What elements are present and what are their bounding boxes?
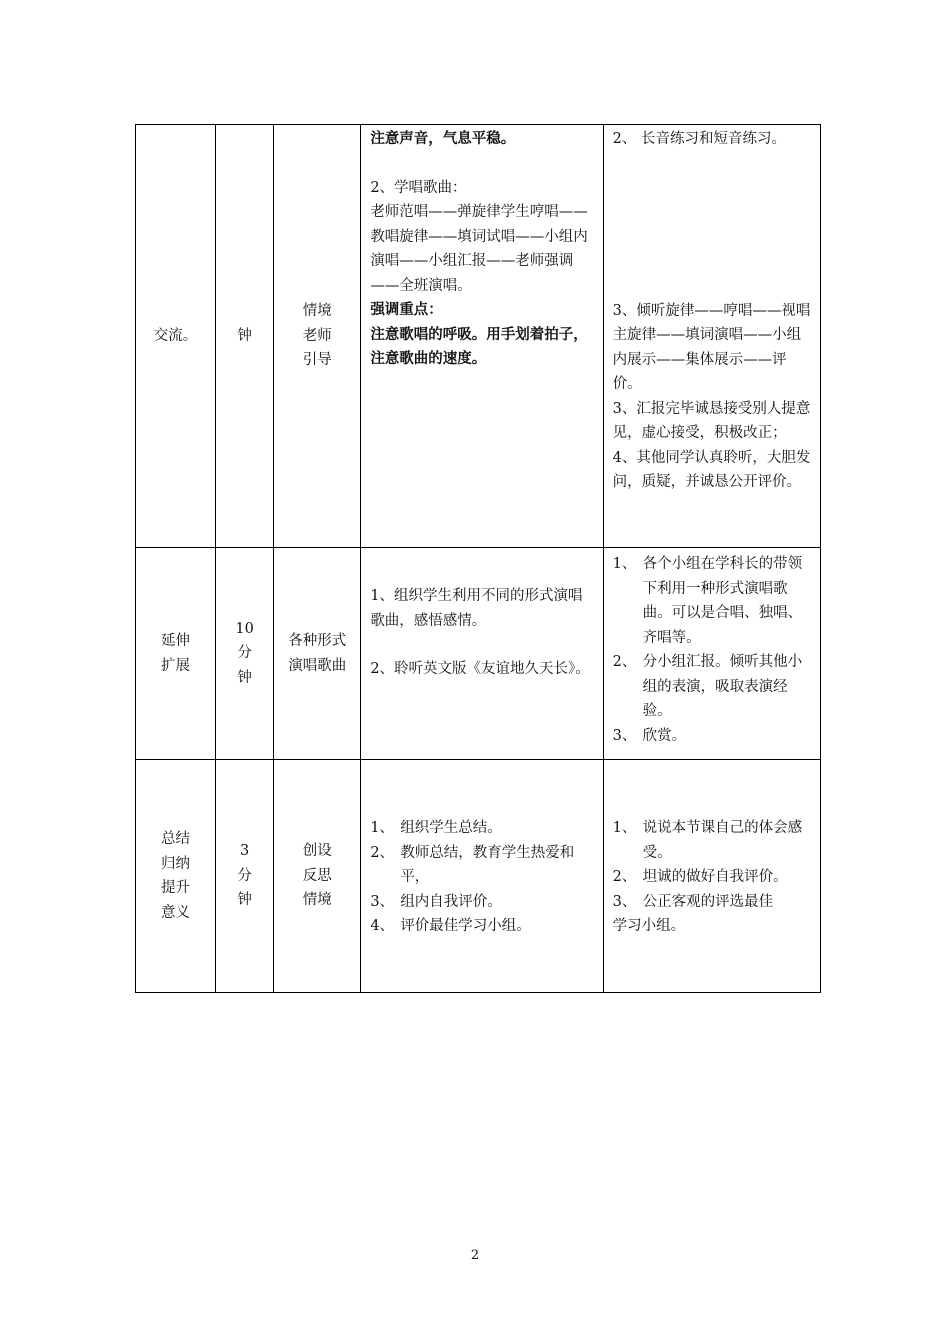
- method-cell: [274, 125, 361, 548]
- list-text: 评价最佳学习小组。: [400, 918, 531, 934]
- method-cell: [274, 548, 361, 760]
- stage-text: 归纳: [161, 855, 191, 872]
- method-text: 演唱歌曲: [288, 657, 347, 674]
- time-text: 钟: [237, 669, 252, 686]
- student-activity-cell: [603, 125, 820, 548]
- time-text: 10: [235, 620, 254, 637]
- teacher-activity-cell: [361, 548, 603, 760]
- stage-cell: [136, 760, 216, 993]
- stage-text: 扩展: [161, 657, 191, 674]
- list-text: 各个小组在学科长的带领下利用一种形式演唱歌曲。可以是合唱、独唱、齐唱等。: [642, 556, 803, 646]
- stage-text: 提升: [161, 880, 191, 896]
- list-item: [613, 650, 814, 724]
- list-item: [370, 841, 595, 890]
- teacher-text: 老师范唱——弹旋律学生哼唱——教唱旋律——填词试唱——小组内演唱——小组汇报——老师强调——全班演唱。: [370, 204, 588, 294]
- page-number: 2: [470, 1248, 480, 1263]
- time-text: 钟: [237, 327, 252, 344]
- student-text: 2、 长音练习和短音练习。: [612, 131, 786, 147]
- spacer: [370, 152, 595, 176]
- method-text: 老师: [302, 327, 332, 344]
- teacher-activity-cell: [361, 125, 603, 548]
- list-number: 3、: [612, 727, 637, 744]
- list-text: 学习小组。: [612, 918, 686, 934]
- list-text: 组织学生总结。: [400, 820, 502, 836]
- time-cell: [216, 548, 274, 760]
- time-cell: [216, 760, 274, 993]
- time-text: 分: [237, 645, 252, 662]
- teacher-text: 注意声音，气息平稳。: [370, 130, 516, 147]
- list-item: [613, 865, 814, 890]
- student-activity-cell: [603, 548, 820, 760]
- list-item: [370, 890, 595, 915]
- list-text: 欣赏。: [642, 727, 687, 744]
- method-text: 情境: [302, 303, 332, 320]
- teacher-text: 注意歌唱的呼吸。用手划着拍子，注意歌曲的速度。: [370, 325, 588, 367]
- list-number: 1、: [612, 556, 637, 572]
- list-text: 坦诚的做好自我评价。: [642, 869, 788, 885]
- list-number: 2、: [370, 844, 395, 861]
- teacher-activity-cell: [361, 760, 603, 993]
- table-row: [136, 760, 821, 993]
- list-number: 2、: [612, 654, 637, 670]
- list-number: 4、: [370, 918, 395, 934]
- list-item: [370, 914, 595, 939]
- list-text: 说说本节课自己的体会感受。: [642, 820, 803, 861]
- table-row: [136, 548, 821, 760]
- list-text: 教师总结，教育学生热爱和平，: [400, 844, 575, 885]
- method-text: 情境: [302, 892, 332, 909]
- list-number: 1、: [612, 820, 637, 836]
- time-cell: [216, 125, 274, 548]
- time-text: 钟: [237, 892, 252, 909]
- stage-cell: [136, 548, 216, 760]
- time-text: 分: [237, 867, 252, 884]
- stage-text: 延伸: [161, 633, 191, 649]
- spacer: [613, 152, 814, 299]
- stage-text: 总结: [161, 831, 191, 847]
- stage-cell: [136, 125, 216, 548]
- teacher-text: 2、学唱歌曲：: [370, 179, 467, 196]
- lesson-plan-table: [135, 124, 821, 993]
- teacher-text: 1、组织学生利用不同的形式演唱歌曲，感悟感情。: [370, 588, 583, 629]
- teacher-text: 2、聆听英文版《友谊地久天长》。: [370, 661, 590, 677]
- list-text: 公正客观的评选最佳: [642, 893, 774, 910]
- list-item: [613, 816, 814, 865]
- list-item: [613, 890, 814, 915]
- list-number: 3、: [612, 893, 637, 910]
- stage-text: 交流。: [153, 327, 198, 344]
- method-text: 各种形式: [288, 633, 347, 649]
- method-cell: [274, 760, 361, 993]
- list-item: [613, 724, 814, 749]
- list-number: 2、: [612, 869, 637, 885]
- spacer: [370, 633, 595, 657]
- list-number: 3、: [370, 893, 395, 910]
- student-text: 3、汇报完毕诚恳接受别人提意见，虚心接受，积极改正；: [612, 400, 811, 441]
- list-item: [370, 816, 595, 841]
- table-row: [136, 125, 821, 548]
- method-text: 反思: [302, 867, 332, 884]
- time-text: 3: [240, 843, 250, 860]
- list-number: 1、: [370, 820, 395, 836]
- stage-text: 意义: [161, 904, 191, 921]
- list-item: [613, 552, 814, 650]
- list-text: 组内自我评价。: [400, 893, 502, 910]
- list-text: 分小组汇报。倾听其他小组的表演，吸取表演经验。: [642, 654, 803, 719]
- method-text: 创设: [302, 843, 332, 860]
- teacher-text: 强调重点：: [370, 301, 443, 318]
- student-text: 3、倾听旋律——哼唱——视唱主旋律——填词演唱——小组内展示——集体展示——评价。: [612, 302, 811, 392]
- student-activity-cell: [603, 760, 820, 993]
- method-text: 引导: [302, 352, 332, 369]
- student-text: 4、其他同学认真聆听，大胆发问，质疑，并诚恳公开评价。: [612, 449, 811, 490]
